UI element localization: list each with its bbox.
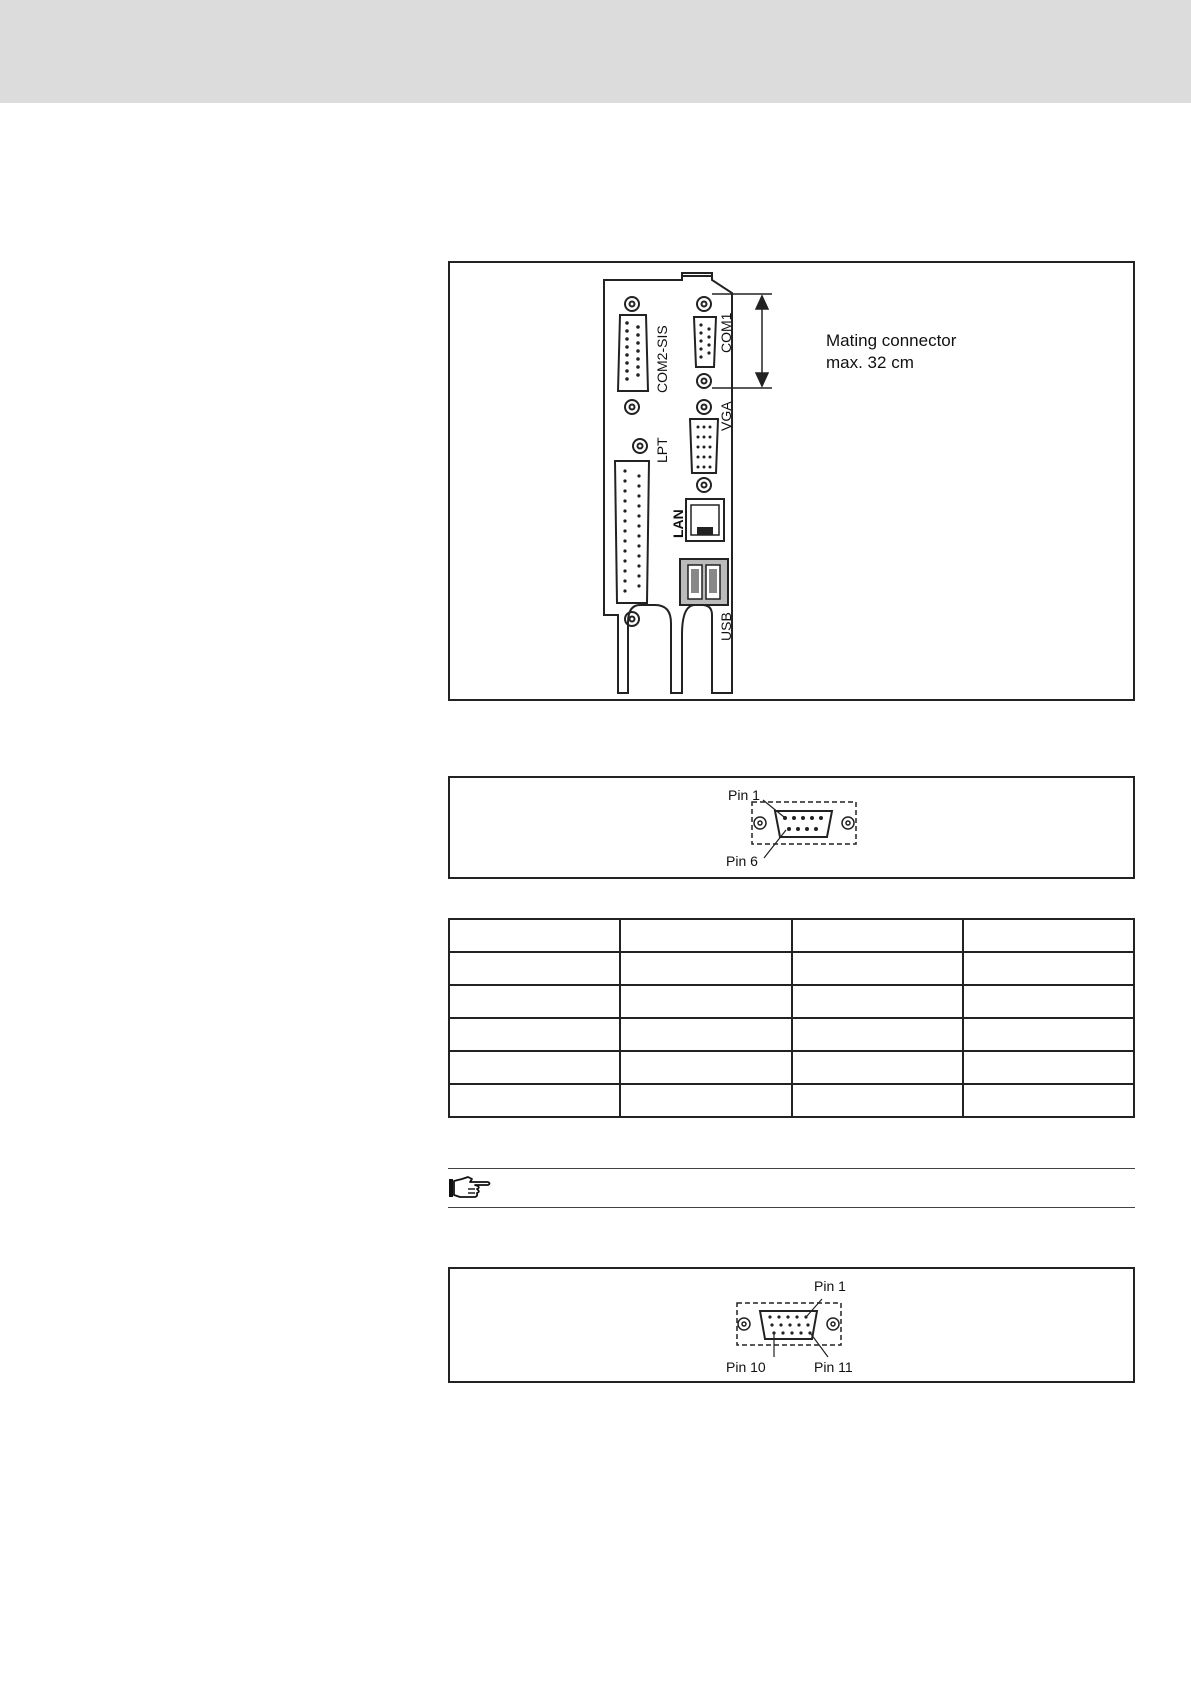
table-row: [449, 1051, 1134, 1084]
vga-pin11-label: Pin 11: [814, 1359, 853, 1375]
bracket-diagram: [450, 263, 1133, 699]
table-cell: [620, 952, 791, 985]
table-cell: [792, 1051, 963, 1084]
pin-assignment-table: [448, 918, 1135, 1118]
table-cell: [792, 1018, 963, 1051]
db9-pin6-label: Pin 6: [726, 853, 758, 869]
vga-pinout-figure: [448, 1267, 1135, 1383]
table-cell: [449, 1018, 620, 1051]
table-row: [449, 1084, 1134, 1117]
table-cell: [449, 985, 620, 1018]
table-cell: [792, 1084, 963, 1117]
table-cell: [620, 985, 791, 1018]
table-cell: [963, 985, 1134, 1018]
table-cell: [963, 1051, 1134, 1084]
table-cell: [792, 919, 963, 952]
vga-pin1-label: Pin 1: [814, 1278, 846, 1294]
table-cell: [963, 952, 1134, 985]
table-cell: [620, 1051, 791, 1084]
vga-label: VGA: [718, 401, 734, 431]
com1-connector: [694, 317, 716, 367]
table-row: [449, 919, 1134, 952]
lpt-connector: [615, 461, 649, 603]
com2-connector: [618, 315, 648, 391]
table-cell: [620, 1084, 791, 1117]
db9-diagram: [450, 778, 1133, 877]
table-row: [449, 952, 1134, 985]
table-cell: [792, 952, 963, 985]
table-cell: [963, 1084, 1134, 1117]
table-cell: [449, 1051, 620, 1084]
com1-label: COM1: [718, 312, 734, 353]
com2-label: COM2-SIS: [654, 325, 670, 393]
table-cell: [449, 919, 620, 952]
mating-connector-note-line1: Mating connector: [826, 331, 957, 350]
pointing-hand-icon: [448, 1175, 492, 1201]
page-header-band: [0, 0, 1191, 103]
vga-connector: [690, 419, 718, 473]
table-cell: [620, 1018, 791, 1051]
table-row: [449, 985, 1134, 1018]
usb-connector: [680, 559, 728, 605]
vga-diagram: [450, 1269, 1133, 1381]
table-cell: [963, 1018, 1134, 1051]
bracket-figure: [448, 261, 1135, 701]
table-cell: [620, 919, 791, 952]
db9-pinout-figure: [448, 776, 1135, 879]
lan-connector: [686, 499, 724, 541]
db9-pin1-label: Pin 1: [728, 787, 760, 803]
mating-connector-note-line2: max. 32 cm: [826, 353, 914, 372]
table-cell: [449, 1084, 620, 1117]
note-bar: [448, 1168, 1135, 1208]
vga-pin10-label: Pin 10: [726, 1359, 766, 1375]
table-cell: [963, 919, 1134, 952]
table-cell: [792, 985, 963, 1018]
table-row: [449, 1018, 1134, 1051]
usb-label: USB: [718, 612, 734, 641]
table-cell: [449, 952, 620, 985]
lan-label: LAN: [670, 509, 686, 538]
lpt-label: LPT: [654, 437, 670, 463]
